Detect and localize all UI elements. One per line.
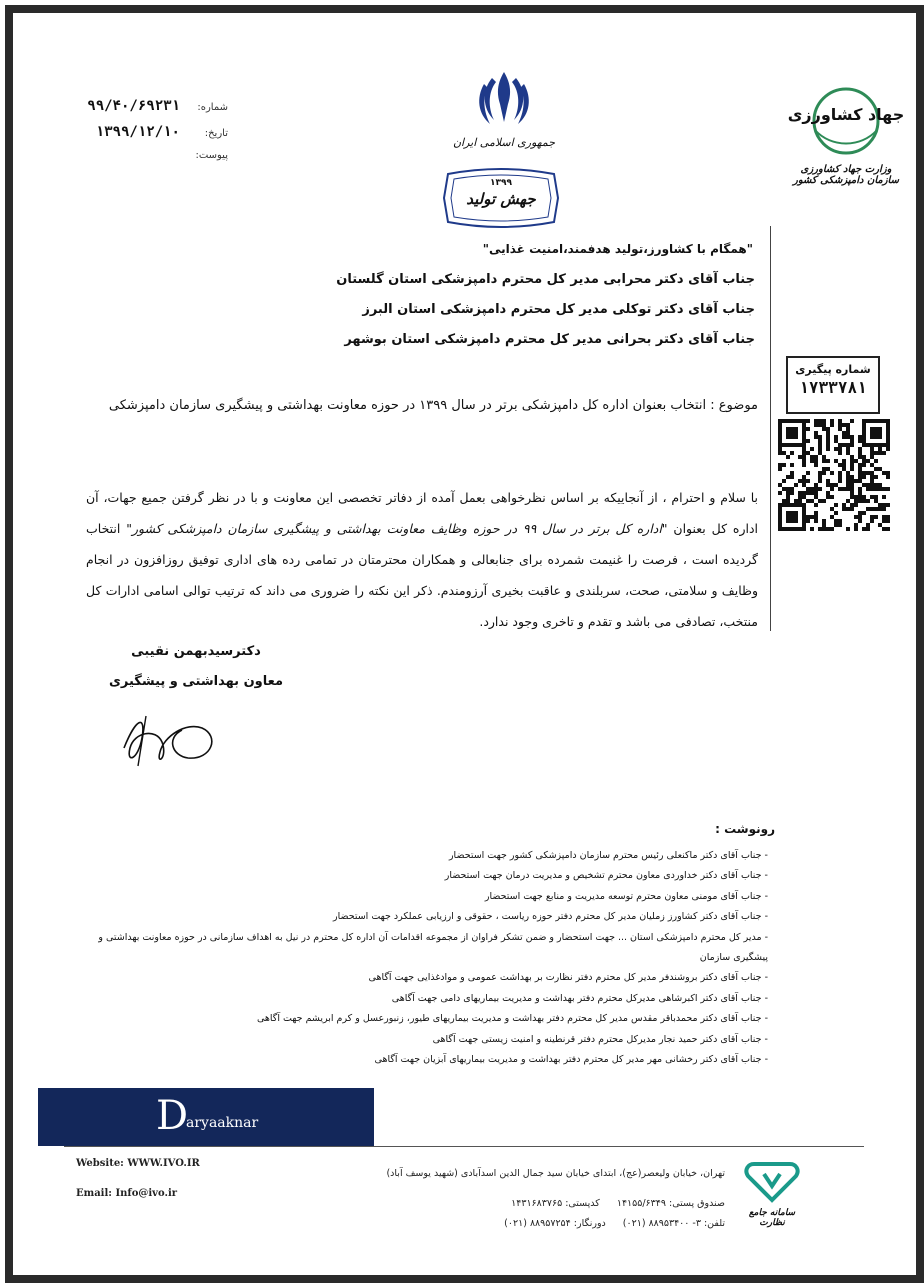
tracking-number: ۱۷۳۳۷۸۱ — [799, 378, 867, 397]
letter-body — [86, 482, 758, 637]
cc-list — [78, 846, 768, 1070]
cc-item: - جناب آقای مومنی معاون محترم توسعه مدیریت و منابع جهت استحضار — [484, 890, 768, 902]
postal-box: صندوق پستی: ۱۴۱۵۵/۶۳۴۹ — [616, 1198, 725, 1209]
cc-item: - جناب آقای دکتر اکبرشاهی مدیرکل محترم دفتر بهداشت و مدیریت بیماریهای دامی جهت آگاهی — [391, 992, 768, 1004]
watermark-text: aryaaknar — [186, 1115, 259, 1131]
footer-divider — [64, 1146, 864, 1147]
date-label: تاریخ: — [204, 128, 228, 139]
cc-item: - جناب آقای دکتر بروشندفر مدیر کل محترم دفتر نظارت بر بهداشت عمومی و موادغذایی جهت آگاهی — [368, 972, 768, 984]
letter-page — [26, 26, 905, 1272]
addressee-1: جناب آقای دکتر محرابی مدیر کل محترم دامپزشکی استان گلستان — [336, 272, 755, 287]
number-value: ۹۹/۴۰/۶۹۲۳۱ — [87, 98, 180, 114]
slogan-text: جهش تولید — [466, 190, 536, 208]
number-row — [68, 98, 228, 124]
slogan-badge — [438, 166, 564, 230]
tracking-label: شماره پیگیری — [795, 363, 871, 376]
attachment-row — [68, 150, 228, 176]
signer-title: معاون بهداشتی و پیشگیری — [108, 674, 284, 689]
addressee-3: جناب آقای دکتر بحرانی مدیر کل محترم دامپزشکی استان بوشهر — [344, 332, 755, 347]
footer-contacts — [295, 1194, 725, 1234]
footer-logo — [736, 1160, 808, 1228]
qr-code[interactable] — [778, 419, 890, 531]
emblem-icon — [476, 68, 532, 130]
cc-item: - جناب آقای دکتر رخشانی مهر مدیر کل محترم دفتر بهداشت و مدیریت بیماریهای آبزیان جهت آگاهی — [374, 1054, 768, 1066]
logo-title: جهاد کشاورزی — [787, 105, 905, 124]
website-text[interactable]: Website: WWW.IVO.IR — [76, 1158, 200, 1169]
body-highlight: "اداره کل برتر در سال ۹۹ در حوزه وظایف معاونت بهداشتی و پیشگیری سازمان دامپزشکی کشور" — [126, 521, 668, 536]
ministry-name: وزارت جهاد کشاورزی — [800, 164, 892, 175]
attachment-label: پیوست: — [195, 150, 228, 161]
margin-rule — [770, 226, 771, 631]
iran-emblem — [444, 68, 564, 149]
body-part-2: انتخاب گردیده است ، فرصت را غنیمت شمرده برای جنابعالی و همکاران محترمتان در تمامی رده های اداری توفیق روزافزون در انجام وظایف و سلامتی، صحت، سربلندی و عاقبت بخیری آرزومندم. ذکر این نکته را ضروری می داند که ترتیب توالی اسامی ادارات کل منتخب، تصادفی می باشد و تقدم و تاخری وجود ندارد. — [86, 521, 758, 629]
shield-heart-icon — [742, 1160, 802, 1204]
footer-address: تهران، خیابان ولیعصر(عج)، ابتدای خیابان سید جمال الدین اسدآبادی (شهید یوسف آباد) — [386, 1168, 725, 1179]
number-label: شماره: — [197, 102, 228, 113]
watermark-initial: D — [156, 1093, 189, 1139]
organization-name: سازمان دامپزشکی کشور — [792, 175, 899, 186]
postal-code: کدپستی: ۱۴۳۱۶۸۳۷۶۵ — [511, 1198, 600, 1209]
ministry-logo — [788, 86, 904, 186]
phone: تلفن: ۳- ۸۸۹۵۳۴۰۰ (۰۲۱) — [622, 1218, 725, 1229]
signature — [116, 708, 226, 770]
reference-block — [68, 98, 228, 176]
signer-name: دکترسیدبهمن نقیبی — [131, 644, 261, 659]
addressee-2: جناب آقای دکتر توکلی مدیر کل محترم دامپزشکی استان البرز — [362, 302, 755, 317]
slogan-year: ۱۳۹۹ — [490, 178, 512, 188]
date-value: ۱۳۹۹/۱۲/۱۰ — [95, 124, 180, 140]
cc-item: - جناب آقای دکتر حمید نجار مدیرکل محترم دفتر قرنطینه و امنیت زیستی جهت آگاهی — [432, 1033, 768, 1045]
watermark-banner — [38, 1088, 374, 1146]
footer-logo-caption: سامانه جامع نظارت — [748, 1208, 796, 1228]
cc-item: - جناب آقای دکتر ماکنعلی رئیس محترم سازمان دامپزشکی کشور جهت استحضار — [448, 850, 768, 861]
document-frame — [5, 5, 924, 1283]
cc-item: - مدیر کل محترم دامپزشکی استان ... جهت استحضار و ضمن تشکر فراوان از مجموعه اقدامات آن اداره کل محترم در نیل به اهداف سازمانی در حوزه معاونت بهداشتی و پیشگیری سازمان — [98, 931, 768, 964]
subject-line: موضوع : انتخاب بعنوان اداره کل دامپزشکی برتر در سال ۱۳۹۹ در حوزه معاونت بهداشتی و پیشگیری سازمان دامپزشکی — [108, 398, 758, 413]
date-row — [68, 124, 228, 150]
emblem-caption: جمهوری اسلامی ایران — [452, 136, 556, 149]
body-part-1: با سلام و احترام ، از آنجاییکه بر اساس نظرخواهی بعمل آمده از دفاتر تخصصی این معاونت و با در نظر گرفتن جمیع جهات، آن اداره کل بعنوان — [86, 490, 758, 536]
email-text[interactable]: Email: Info@ivo.ir — [76, 1188, 178, 1199]
cc-item: - جناب آقای دکتر محمدباقر مقدس مدیر کل محترم دفتر بهداشت و مدیریت بیماریهای طیور، زنبورعسل و کرم ابریشم جهت آگاهی — [256, 1013, 768, 1025]
fax: دورنگار: ۸۸۹۵۷۲۵۴ (۰۲۱) — [504, 1218, 606, 1229]
cc-item: - جناب آقای دکتر کشاورز زملیان مدیر کل محترم دفتر حوزه ریاست ، حقوقی و ارزیابی عملکرد جهت استحضار — [332, 911, 768, 923]
tracking-box — [786, 356, 880, 414]
cc-title: رونوشت : — [715, 822, 775, 836]
cc-item: - جناب آقای دکتر خداوردی معاون محترم تشخیص و مدیریت درمان جهت استحضار — [444, 870, 768, 882]
jihad-keshavarzi-logo — [787, 86, 905, 156]
motto: "همگام با کشاورز،تولید هدفمند،امنیت غذایی" — [482, 242, 753, 256]
